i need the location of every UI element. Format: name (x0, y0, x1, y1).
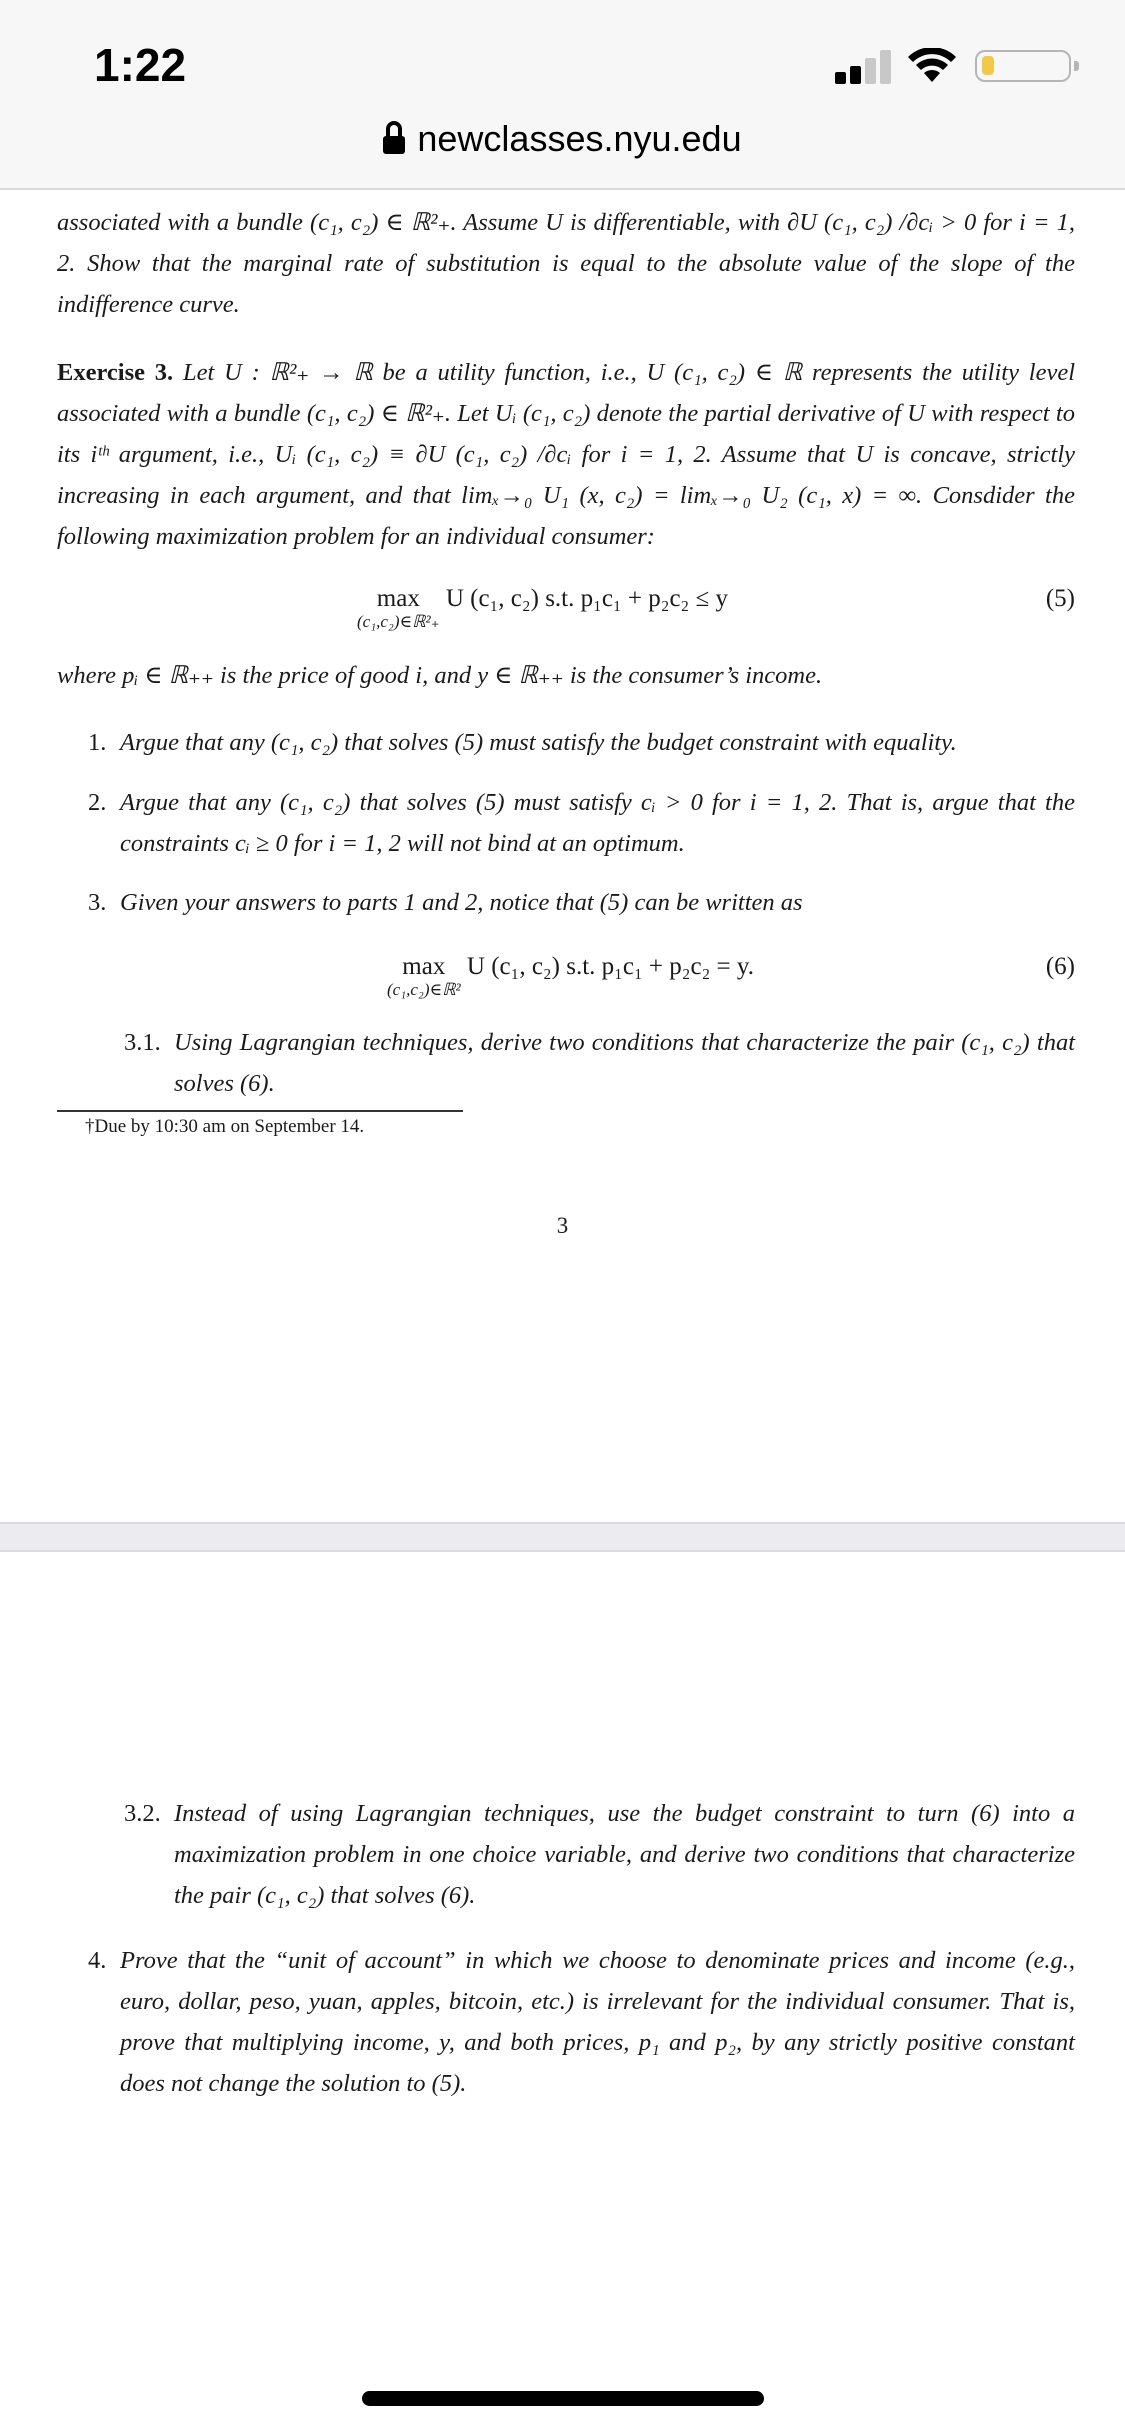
browser-top-bar (0, 0, 1125, 190)
exercise-3-text: Exercise 3. Let U : ℝ²₊ → ℝ be a utility function, i.e., U (c₁, c₂) ∈ ℝ represents the utility level associated with a bundle (c₁, c₂) ∈ ℝ²₊. Let Uᵢ (c₁, c₂) denote the partial derivative of U with respect to its iᵗʰ argument, i.e., Uᵢ (c₁, c₂) ≡ ∂U (c₁, c₂) /∂cᵢ for i = 1, 2. Assume that U is concave, strictly increasing in each argument, and that limₓ→₀ U₁ (x, c₂) = limₓ→₀ U₂ (c₁, x) = ∞. Consdider the following maximization problem for an individual consumer: (57, 359, 1075, 550)
eq5-number: (5) (1045, 585, 1075, 612)
exercise-2-text: associated with a bundle (c₁, c₂) ∈ ℝ²₊. Assume U is differentiable, with ∂U (c₁, c₂) /∂cᵢ > 0 for i = 1, 2. Show that the marginal rate of substitution is equal to the absolute value of the slope of the indifference curve. (57, 209, 1075, 318)
page-number: 3 (556, 1213, 569, 1238)
equation-5: max (c₁,c₂)∈ℝ²₊ U (c₁, c₂) s.t. p₁c₁ + p₂c₂ ≤ y (5) (357, 585, 1075, 631)
url-text: newclasses.nyu.edu (417, 118, 742, 159)
lock-icon (383, 127, 405, 153)
exercise-3-label: Exercise 3. (57, 359, 174, 386)
eq5-max-operator: max (c₁,c₂)∈ℝ²₊ (357, 585, 440, 631)
where-text: where pᵢ ∈ ℝ₊₊ is the price of good i, and y ∈ ℝ₊₊ is the consumer’s income. (57, 662, 823, 689)
page-separator (0, 1522, 1125, 1552)
list-item-3-2: 3.2. Instead of using Lagrangian techniques, use the budget constraint to turn (6) into a maximization problem in one choice variable, and derive two conditions that characterize the pair (c₁, c₂) that solves (6). (124, 1800, 1075, 1909)
footnote: †Due by 10:30 am on September 14. (85, 1116, 365, 1137)
home-indicator[interactable] (362, 2391, 764, 2406)
address-bar[interactable] (0, 118, 1125, 160)
eq6-number: (6) (1045, 953, 1075, 980)
list-item-3: 3. Given your answers to parts 1 and 2, notice that (5) can be written as (88, 889, 803, 916)
footnote-rule (57, 1110, 463, 1112)
equation-6: max (c₁,c₂)∈ℝ² U (c₁, c₂) s.t. p₁c₁ + p₂c₂ = y. (6) (387, 953, 1075, 999)
eq6-max-operator: max (c₁,c₂)∈ℝ² (387, 953, 461, 999)
list-item-4: 4. Prove that the “unit of account” in which we choose to denominate prices and income (e.g., euro, dollar, peso, yuan, apples, bitcoin, etc.) is irrelevant for the individual consumer. That is, prove that multiplying income, y, and both prices, p₁ and p₂, by any strictly positive constant does not change the solution to (5). (88, 1947, 1075, 2097)
signal-icon (835, 48, 895, 84)
status-time: 1:22 (94, 39, 187, 91)
battery-icon (975, 50, 1071, 82)
list-item-1: 1. Argue that any (c₁, c₂) that solves (5) must satisfy the budget constraint with equality. (88, 729, 957, 756)
list-item-3-1: 3.1. Using Lagrangian techniques, derive two conditions that characterize the pair (c₁, c₂) that solves (6). (124, 1029, 1075, 1097)
wifi-icon (907, 48, 957, 84)
list-item-2: 2. Argue that any (c₁, c₂) that solves (5) must satisfy cᵢ > 0 for i = 1, 2. That is, argue that the constraints cᵢ ≥ 0 for i = 1, 2 will not bind at an optimum. (88, 789, 1075, 857)
